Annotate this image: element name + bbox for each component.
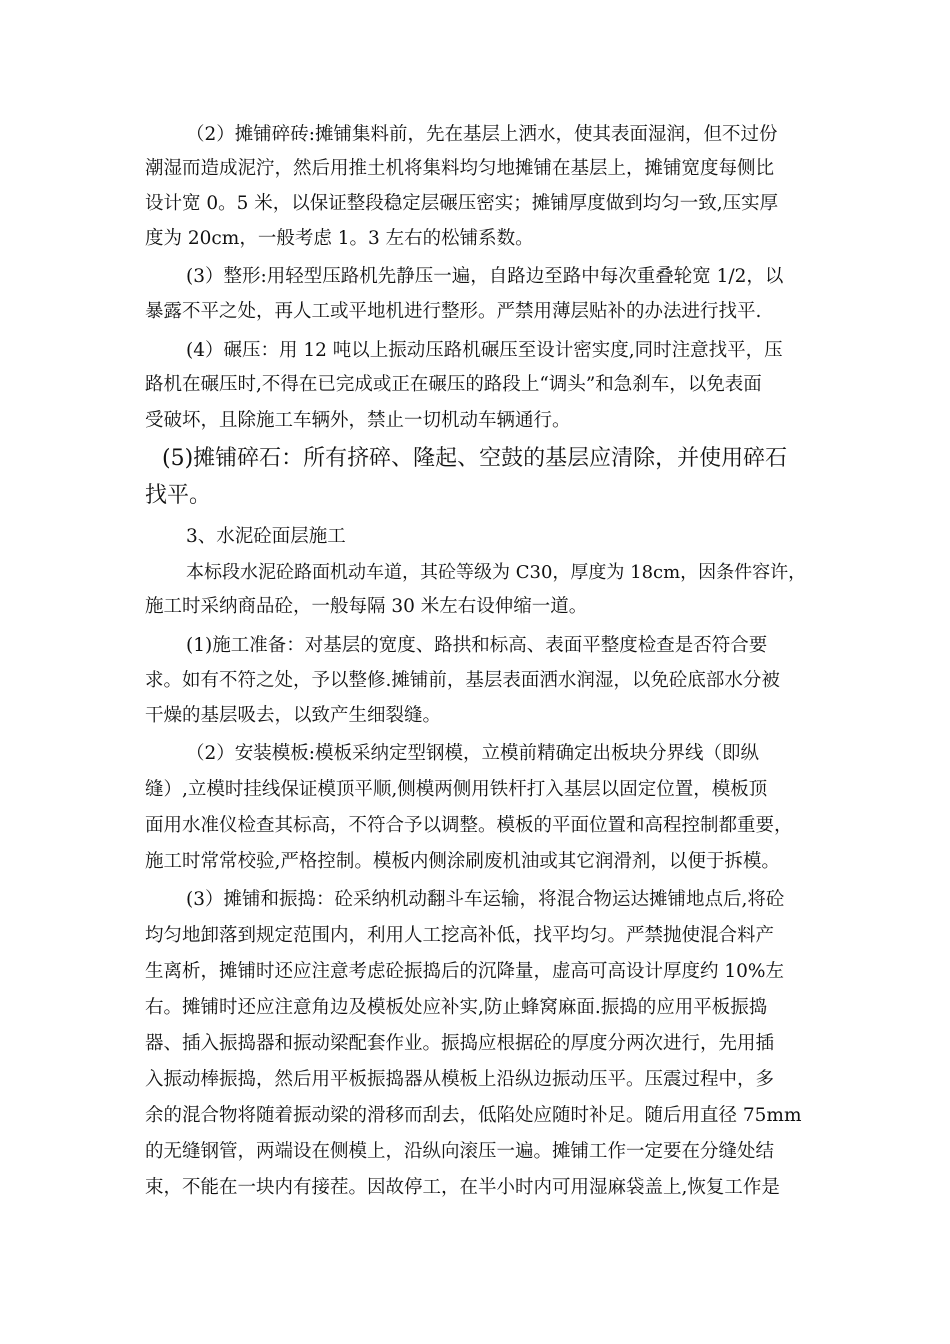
paragraph-5-line-1: (5)摊铺碎石：所有挤碎、隆起、空鼓的基层应清除，并使用碎石 [162, 446, 788, 471]
formwork-line-1: （2）安装模板:模板采纳定型钢模，立模前精确定出板块分界线（即纵 [186, 743, 760, 764]
paragraph-4-line-2: 路机在碾压时,不得在已完成或正在碾压的路段上“调头”和急刹车，以免表面 [145, 374, 762, 395]
formwork-line-4: 施工时常常校验,严格控制。模板内侧涂刷废机油或其它润滑剂，以便于拆模。 [145, 851, 780, 872]
section-intro-line-1: 本标段水泥砼路面机动车道，其砼等级为 C30，厚度为 18cm，因条件容许， [186, 562, 807, 583]
formwork-line-2: 缝）,立模时挂线保证模顶平顺,侧模两侧用铁杆打入基层以固定位置，模板顶 [145, 779, 768, 800]
paving-vibration-line-4: 右。摊铺时还应注意角边及模板处应补实,防止蜂窝麻面.振捣的应用平板振捣 [145, 997, 768, 1018]
paving-vibration-line-5: 器、插入振捣器和振动梁配套作业。振捣应根据砼的厚度分两次进行，先用插 [145, 1033, 775, 1054]
paving-vibration-line-7: 余的混合物将随着振动梁的滑移而刮去，低陷处应随时补足。随后用直径 75mm [145, 1105, 802, 1126]
paragraph-4-line-3: 受破坏，且除施工车辆外，禁止一切机动车辆通行。 [145, 410, 571, 431]
formwork-line-3: 面用水准仪检查其标高，不符合予以调整。模板的平面位置和高程控制都重要， [145, 815, 793, 836]
paving-vibration-line-2: 均匀地卸落到规定范围内，利用人工挖高补低，找平均匀。严禁抛使混合料产 [145, 925, 775, 946]
paragraph-2-line-2: 潮湿而造成泥泞，然后用推土机将集料均匀地摊铺在基层上，摊铺宽度每侧比 [145, 158, 775, 179]
paving-vibration-line-6: 入振动棒振捣，然后用平板振捣器从模板上沿纵边振动压平。压震过程中，多 [145, 1069, 775, 1090]
paragraph-4-line-1: (4）碾压：用 12 吨以上振动压路机碾压至设计密实度,同时注意找平，压 [186, 340, 783, 361]
paragraph-2-line-4: 度为 20cm，一般考虑 1。3 左右的松铺系数。 [145, 228, 534, 249]
construction-prep-line-3: 干燥的基层吸去，以致产生细裂缝。 [145, 705, 442, 726]
paragraph-3-line-1: (3）整形:用轻型压路机先静压一遍，自路边至路中每次重叠轮宽 1/2，以 [186, 266, 784, 287]
paving-vibration-line-9: 束，不能在一块内有接茬。因故停工，在半小时内可用湿麻袋盖上,恢复工作是 [145, 1177, 780, 1198]
construction-prep-line-1: (1)施工准备：对基层的宽度、路拱和标高、表面平整度检查是否符合要 [186, 635, 768, 656]
paragraph-5-line-2: 找平。 [145, 483, 212, 508]
paving-vibration-line-3: 生离析，摊铺时还应注意考虑砼振捣后的沉降量，虚高可高设计厚度约 10%左 [145, 961, 785, 982]
paving-vibration-line-1: (3）摊铺和振捣：砼采纳机动翻斗车运输，将混合物运达摊铺地点后,将砼 [186, 889, 785, 910]
section-heading: 3、水泥砼面层施工 [186, 526, 346, 547]
construction-prep-line-2: 求。如有不符之处，予以整修.摊铺前，基层表面洒水润湿，以免砼底部水分被 [145, 670, 780, 691]
section-intro-line-2: 施工时采纳商品砼，一般每隔 30 米左右设伸缩一道。 [145, 596, 588, 617]
paragraph-3-line-2: 暴露不平之处，再人工或平地机进行整形。严禁用薄层贴补的办法进行找平. [145, 301, 762, 322]
paragraph-2-line-3: 设计宽 0。5 米，以保证整段稳定层碾压密实；摊铺厚度做到均匀一致,压实厚 [145, 193, 779, 214]
paragraph-2-line-1: （2）摊铺碎砖:摊铺集料前，先在基层上洒水，使其表面湿润，但不过份 [186, 124, 778, 145]
paving-vibration-line-8: 的无缝钢管，两端设在侧模上，沿纵向滚压一遍。摊铺工作一定要在分缝处结 [145, 1141, 775, 1162]
